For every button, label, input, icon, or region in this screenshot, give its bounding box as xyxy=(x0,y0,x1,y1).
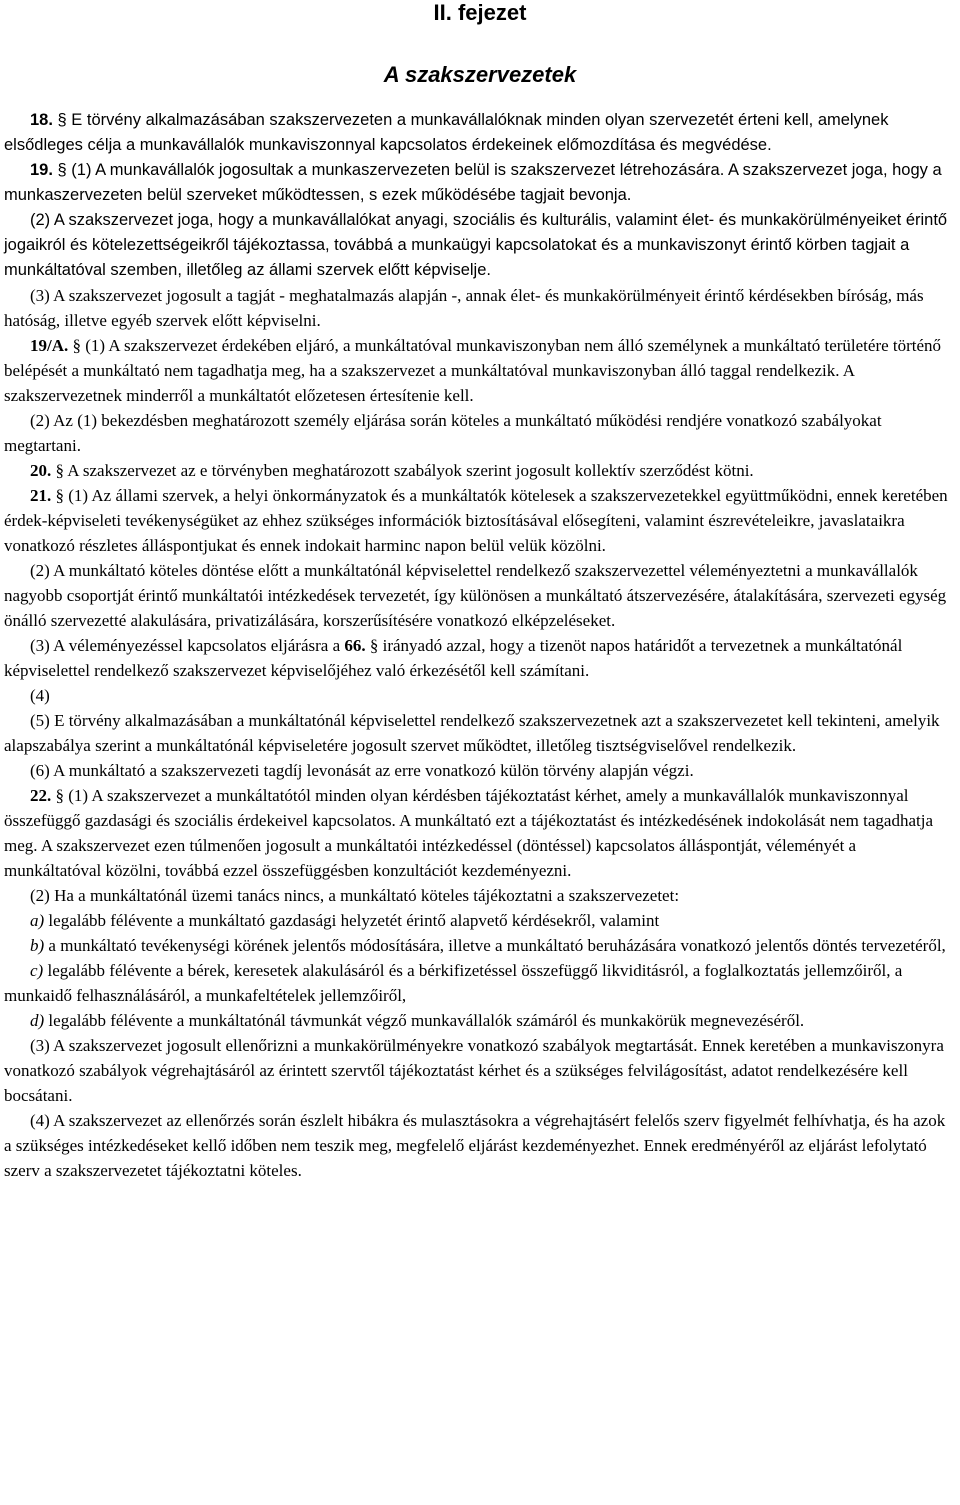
paragraph-text: § E törvény alkalmazásában szakszervezeten a munkavállalóknak minden olyan szervezetét érteni kell, amelynek elsődleges célja a munkavállalók munkaviszonnyal kapcsolatos érdekeinek előmozdítása és megvédése. xyxy=(4,111,889,154)
section-reference: 66. xyxy=(344,636,366,655)
section-number: 22. xyxy=(30,786,52,805)
paragraph-18 xyxy=(4,108,956,158)
list-text: legalább félévente a munkáltatónál távmunkát végző munkavállalók számáról és munkakörük megnevezéséről. xyxy=(44,1011,805,1030)
paragraph-21-5: (5) E törvény alkalmazásában a munkáltatónál képviselettel rendelkező szakszervezetnek azt a szakszervezetet kell tekinteni, amelyik alapszabálya szerint a munkáltatónál képviseletére jogosult szervet működtet, illetőleg tisztségviselővel rendelkezik. xyxy=(4,711,940,755)
chapter-heading: II. fejezet xyxy=(433,0,527,25)
paragraph-19-1 xyxy=(4,158,956,208)
paragraph-21-2: (2) A munkáltató köteles döntése előtt a munkáltatónál képviselettel rendelkező szakszervezettel véleményeztetni a munkavállalók nagyobb csoportját érintő munkáltatói intézkedések tervezetét, így különösen a munkáltató átszervezésére, átalakítására, szervezeti egység önálló szervezetté alakulására, privatizálására, korszerűsítésére vonatkozó elképzeléseket. xyxy=(4,561,947,630)
list-item-b xyxy=(4,933,956,958)
section-number: 19. xyxy=(30,161,53,179)
list-item-d xyxy=(4,1008,956,1033)
section-number: 18. xyxy=(30,111,53,129)
paragraph-text: (3) A véleményezéssel kapcsolatos eljárásra a xyxy=(30,636,345,655)
paragraph-19-2: (2) A szakszervezet joga, hogy a munkavállalókat anyagi, szociális és kulturális, valamint élet- és munkakörülményeiket érintő jogaikról és kötelezettségeikről tájékoztassa, továbbá a munkaügyi kapcsolatokat és a munkaviszonyt érintő körben tagjait a munkáltatóval szemben, illetőleg az állami szervek előtt képviselje. xyxy=(4,211,948,279)
paragraph-21-6: (6) A munkáltató a szakszervezeti tagdíj levonását az erre vonatkozó külön törvény alapján végzi. xyxy=(30,761,694,780)
paragraph-text: § (1) A szakszervezet érdekében eljáró, a munkáltatóval munkaviszonyban nem álló személynek a munkáltató területére történő belépését a munkáltató nem tagadhatja meg, ha a szakszervezet a munkáltatóval munkaviszonyban álló taggal rendelkezik. A szakszervezetnek minderről a munkáltatót előzetesen értesítenie kell. xyxy=(4,336,942,405)
paragraph-21-4: (4) xyxy=(30,686,50,705)
paragraph-text: § A szakszervezet az e törvényben meghatározott szabályok szerint jogosult kollektív szerződést kötni. xyxy=(51,461,754,480)
list-label: b) xyxy=(30,936,45,955)
paragraph-22-2: (2) Ha a munkáltatónál üzemi tanács nincs, a munkáltató köteles tájékoztatni a szakszervezetet: xyxy=(30,886,680,905)
paragraph-text: § irányadó azzal, hogy a tizenöt napos határidőt a tervezetnek a munkáltatónál képviselettel rendelkező szakszervezet képviselőjéhez való érkezésétől kell számítani. xyxy=(4,636,903,680)
list-text: a munkáltató tevékenységi körének jelentős módosítására, illetve a munkáltató beruházására vonatkozó jelentős döntés tervezetéről, xyxy=(44,936,946,955)
list-text: legalább félévente a munkáltató gazdasági helyzetét érintő alapvető kérdésekről, valamint xyxy=(44,911,660,930)
list-item-c xyxy=(4,958,956,1008)
document-body xyxy=(4,108,956,1183)
section-number: 20. xyxy=(30,461,52,480)
list-label: c) xyxy=(30,961,44,980)
paragraph-21-1 xyxy=(4,483,956,558)
paragraph-text: § (1) A munkavállalók jogosultak a munkaszervezeten belül is szakszervezet létrehozására. A szakszervezet joga, hogy a munkaszervezeten belül szerveket működtessen, s ezek működésébe tagjait bevonja. xyxy=(4,161,942,204)
list-text: legalább félévente a bérek, keresetek alakulásáról és a bérkifizetéssel összefüggő likviditásról, a foglalkoztatás jellemzőiről, a munkaidő felhasználásáról, a munkafeltételek jellemzőiről, xyxy=(4,961,903,1005)
section-title: A szakszervezetek xyxy=(383,62,577,87)
list-label: d) xyxy=(30,1011,45,1030)
paragraph-19-3: (3) A szakszervezet jogosult a tagját - meghatalmazás alapján -, annak élet- és munkakörülményeit érintő kérdésekben bíróság, más hatóság, illetve egyéb szervek előtt képviselni. xyxy=(4,286,924,330)
paragraph-22-4: (4) A szakszervezet az ellenőrzés során észlelt hibákra és mulasztásokra a végrehajtásért felelős szerv figyelmét felhívhatja, és ha azok a szükséges intézkedéseket kellő időben nem teszik meg, megfelelő eljárást kezdeményezhet. Ennek eredményéről az eljárást lefolytató szerv a szakszervezetet tájékoztatni köteles. xyxy=(4,1111,946,1180)
section-number: 19/A. xyxy=(30,336,69,355)
paragraph-20 xyxy=(4,458,956,483)
paragraph-text: § (1) A szakszervezet a munkáltatótól minden olyan kérdésben tájékoztatást kérhet, amely a munkavállalók munkaviszonnyal összefüggő gazdasági és szociális érdekeivel kapcsolatos. A munkáltató ezt a tájékoztatást és intézkedésének indokolását nem tagadhatja meg. A szakszervezet ezen túlmenően jogosult a munkáltatói intézkedéssel (döntéssel) kapcsolatos álláspontját, véleményét a munkáltatóval közölni, továbbá ezzel összefüggésben konzultációt kezdeményezni. xyxy=(4,786,933,880)
paragraph-22-3: (3) A szakszervezet jogosult ellenőrizni a munkakörülményekre vonatkozó szabályok megtartását. Ennek keretében a munkaviszonyra vonatkozó szabályok végrehajtásáról az érintett szervtől tájékoztatást kérhet és a szükséges felvilágosítást, adatot rendelkezésére kell bocsátani. xyxy=(4,1036,944,1105)
paragraph-text: § (1) Az állami szervek, a helyi önkormányzatok és a munkáltatók kötelesek a szakszervezetekkel együttműködni, ennek keretében érdek-képviseleti tevékenységüket az ehhez szükséges információk biztosításával elősegíteni, valamint észrevételeikre, javaslataikra vonatkozó részletes álláspontjukat és ennek indokait harminc napon belül velük közölni. xyxy=(4,486,948,555)
section-number: 21. xyxy=(30,486,52,505)
paragraph-19a-1 xyxy=(4,333,956,408)
list-item-a xyxy=(4,908,956,933)
list-label: a) xyxy=(30,911,45,930)
paragraph-22-1 xyxy=(4,783,956,883)
paragraph-21-3 xyxy=(4,633,956,683)
paragraph-19a-2: (2) Az (1) bekezdésben meghatározott személy eljárása során köteles a munkáltató működési rendjére vonatkozó szabályokat megtartani. xyxy=(4,411,882,455)
